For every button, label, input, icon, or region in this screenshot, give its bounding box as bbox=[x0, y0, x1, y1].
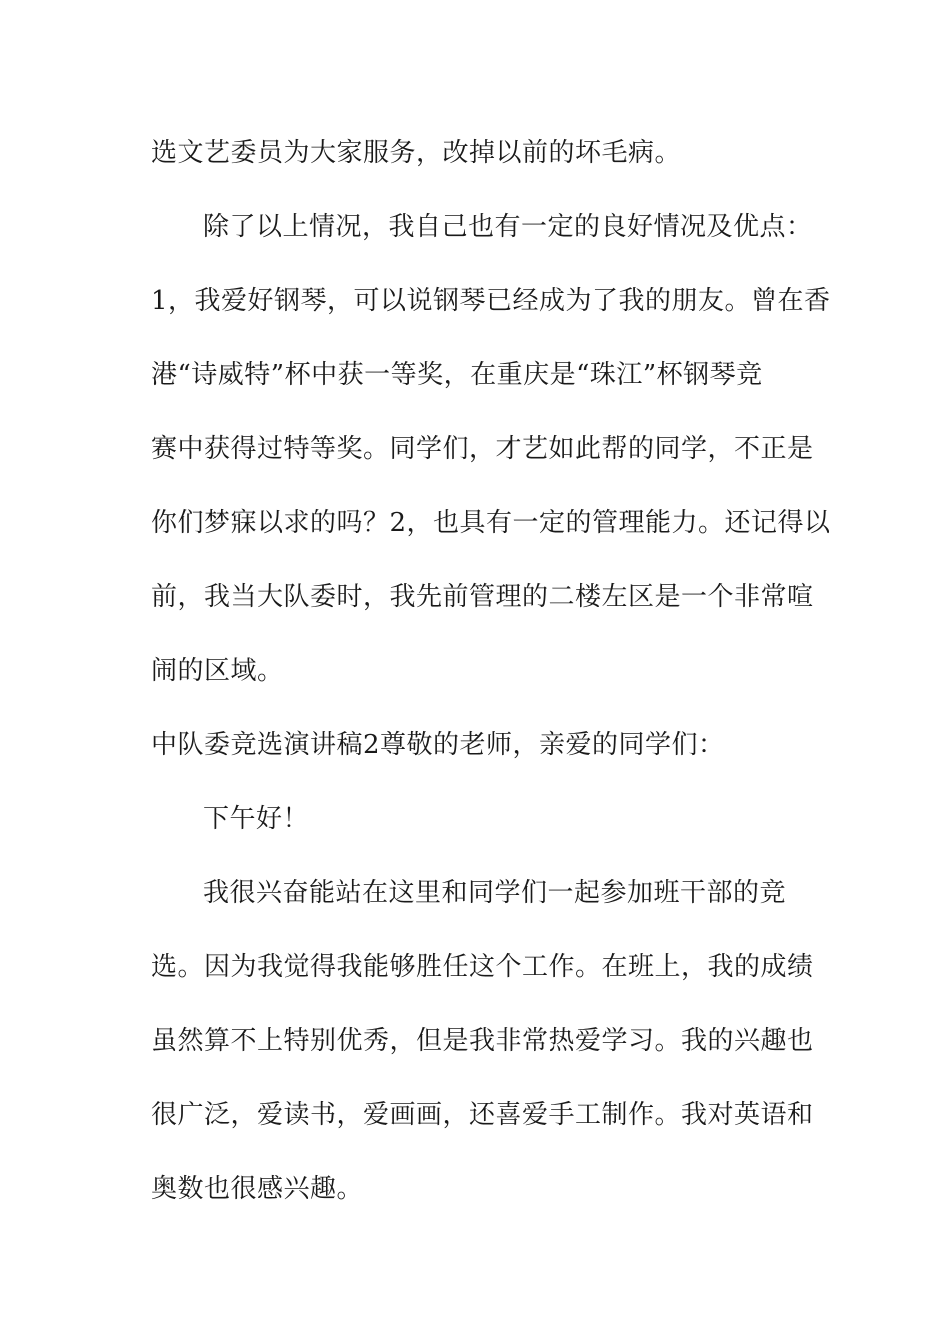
text-line-8: 闹的区域。 bbox=[151, 656, 284, 686]
text-line-15: 奥数也很感兴趣。 bbox=[151, 1174, 364, 1204]
text-line-13: 虽然算不上特别优秀，但是我非常热爱学习。我的兴趣也 bbox=[151, 1026, 814, 1056]
text-line-7: 前，我当大队委时，我先前管理的二楼左区是一个非常喧 bbox=[151, 582, 814, 612]
text-line-12: 选。因为我觉得我能够胜任这个工作。在班上，我的成绩 bbox=[151, 952, 814, 982]
text-line-4: 港“诗威特”杯中获一等奖，在重庆是“珠江”杯钢琴竞 bbox=[151, 360, 763, 390]
text-line-10: 下午好！ bbox=[203, 804, 310, 834]
text-line-9: 中队委竞选演讲稿2尊敬的老师，亲爱的同学们： bbox=[151, 730, 725, 760]
text-line-5: 赛中获得过特等奖。同学们，才艺如此帮的同学，不正是 bbox=[151, 434, 814, 464]
text-line-2: 除了以上情况，我自己也有一定的良好情况及优点： bbox=[203, 212, 813, 242]
text-line-14: 很广泛，爱读书，爱画画，还喜爱手工制作。我对英语和 bbox=[151, 1100, 814, 1130]
text-line-1: 选文艺委员为大家服务，改掉以前的坏毛病。 bbox=[151, 138, 682, 168]
text-line-6: 你们梦寐以求的吗？2，也具有一定的管理能力。还记得以 bbox=[151, 508, 831, 538]
text-line-3: 1，我爱好钢琴，可以说钢琴已经成为了我的朋友。曾在香 bbox=[151, 286, 831, 316]
text-line-11: 我很兴奋能站在这里和同学们一起参加班干部的竞 bbox=[203, 878, 787, 908]
